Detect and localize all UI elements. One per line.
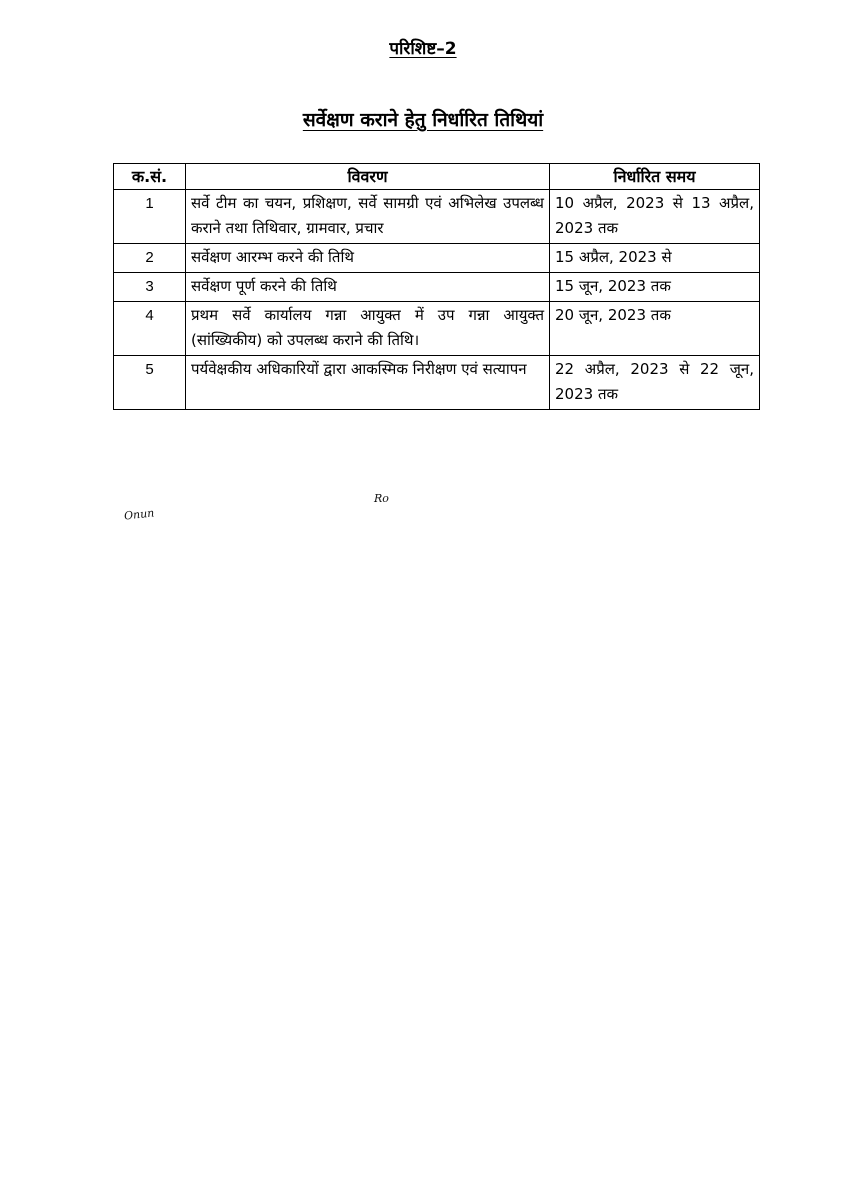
- serial-cell: 2: [114, 244, 186, 273]
- description-cell: पर्यवेक्षकीय अधिकारियों द्वारा आकस्मिक निरीक्षण एवं सत्यापन: [186, 356, 550, 410]
- table-row: [114, 244, 760, 273]
- serial-cell: 3: [114, 273, 186, 302]
- table-row: [114, 273, 760, 302]
- schedule-cell: 15 अप्रैल, 2023 से: [550, 244, 760, 273]
- serial-cell: 5: [114, 356, 186, 410]
- serial-cell: 1: [114, 190, 186, 244]
- description-cell: प्रथम सर्वे कार्यालय गन्ना आयुक्त में उप गन्ना आयुक्त (सांख्यिकीय) को उपलब्ध कराने की तिथि।: [186, 302, 550, 356]
- schedule-table: [113, 163, 760, 410]
- serial-cell: 4: [114, 302, 186, 356]
- table-header-row: [114, 164, 760, 190]
- column-header-serial: क.सं.: [114, 164, 186, 190]
- schedule-cell: 22 अप्रैल, 2023 से 22 जून, 2023 तक: [550, 356, 760, 410]
- annexure-label-text: परिशिष्ट–2: [389, 39, 457, 59]
- description-cell: सर्वे टीम का चयन, प्रशिक्षण, सर्वे सामग्री एवं अभिलेख उपलब्ध कराने तथा तिथिवार, ग्रामवार, प्रचार: [186, 190, 550, 244]
- description-cell: सर्वेक्षण आरम्भ करने की तिथि: [186, 244, 550, 273]
- schedule-cell: 10 अप्रैल, 2023 से 13 अप्रैल, 2023 तक: [550, 190, 760, 244]
- schedule-cell: 20 जून, 2023 तक: [550, 302, 760, 356]
- description-cell: सर्वेक्षण पूर्ण करने की तिथि: [186, 273, 550, 302]
- table-row: [114, 356, 760, 410]
- initials-signature-left: Onun: [123, 506, 155, 523]
- page-title-text: सर्वेक्षण कराने हेतु निर्धारित तिथियां: [302, 109, 544, 131]
- table-row: [114, 302, 760, 356]
- schedule-cell: 15 जून, 2023 तक: [550, 273, 760, 302]
- column-header-description: विवरण: [186, 164, 550, 190]
- annexure-label: [0, 36, 846, 59]
- page-title: [0, 106, 846, 132]
- table-row: [114, 190, 760, 244]
- column-header-schedule: निर्धारित समय: [550, 164, 760, 190]
- initials-signature-center: Ro: [374, 492, 389, 505]
